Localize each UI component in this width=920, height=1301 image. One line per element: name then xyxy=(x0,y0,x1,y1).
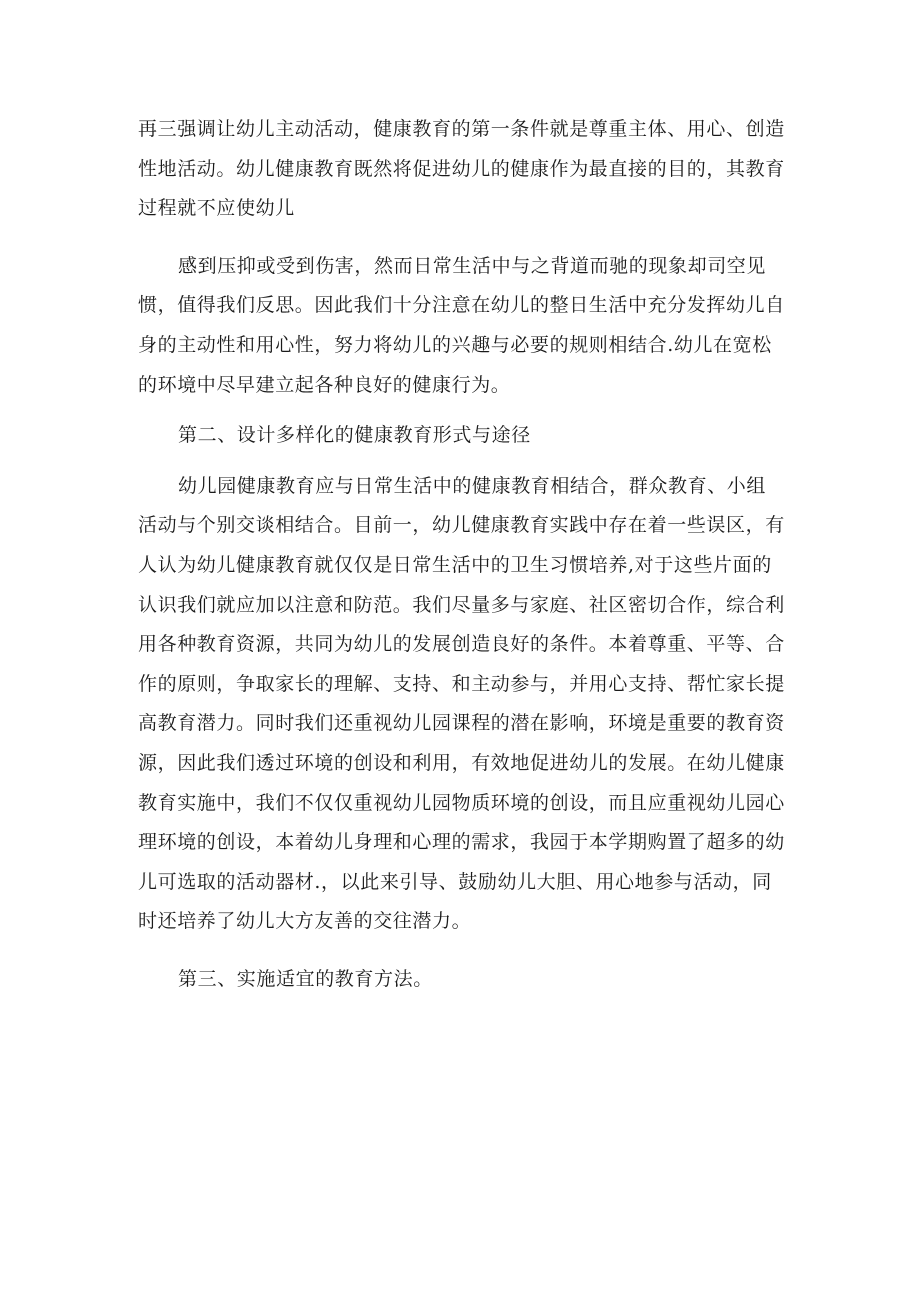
text-line: 过程就不应使幼儿 xyxy=(138,197,295,220)
text-line: 人认为幼儿健康教育就仅仅是日常生活中的卫生习惯培养,对于这些片面的 xyxy=(138,553,772,576)
paragraph-1 xyxy=(138,110,788,229)
heading-text: 第三、实施适宜的教育方法。 xyxy=(178,967,433,990)
text-line: 身的主动性和用心性，努力将幼儿的兴趣与必要的规则相结合.幼儿在宽松 xyxy=(138,333,772,356)
text-line: 幼儿园健康教育应与日常生活中的健康教育相结合，群众教育、小组 xyxy=(178,474,767,497)
text-line: 活动与个别交谈相结合。目前一，幼儿健康教育实践中存在着一些误区，有 xyxy=(138,514,785,537)
text-line: 认识我们就应加以注意和防范。我们尽量多与家庭、社区密切合作，综合利 xyxy=(138,593,785,616)
text-line: 源，因此我们透过环境的创设和利用，有效地促进幼儿的发展。在幼儿健康 xyxy=(138,751,785,774)
text-line: 时还培养了幼儿大方友善的交往潜力。 xyxy=(138,910,472,933)
heading-text: 第二、设计多样化的健康教育形式与途径 xyxy=(178,424,531,447)
text-line: 惯，值得我们反思。因此我们十分注意在幼儿的整日生活中充分发挥幼儿自 xyxy=(138,294,785,317)
text-line: 再三强调让幼儿主动活动，健康教育的第一条件就是尊重主体、用心、创造 xyxy=(138,118,785,140)
paragraph-3 xyxy=(138,467,788,942)
text-line: 性地活动。幼儿健康教育既然将促进幼儿的健康作为最直接的目的，其教育 xyxy=(138,157,785,180)
text-line: 高教育潜力。同时我们还重视幼儿园课程的潜在影响，环境是重要的教育资 xyxy=(138,712,785,735)
section-heading-3 xyxy=(138,960,788,1000)
text-line: 用各种教育资源，共同为幼儿的发展创造良好的条件。本着尊重、平等、合 xyxy=(138,633,785,656)
text-line: 感到压抑或受到伤害，然而日常生活中与之背道而驰的现象却司空见 xyxy=(178,254,767,277)
text-line: 理环境的创设，本着幼儿身理和心理的需求，我园于本学期购置了超多的幼 xyxy=(138,831,785,854)
text-line: 的环境中尽早建立起各种良好的健康行为。 xyxy=(138,373,511,396)
section-heading-2 xyxy=(138,416,788,456)
text-line: 儿可选取的活动器材.，以此来引导、鼓励幼儿大胆、用心地参与活动，同 xyxy=(138,870,772,893)
paragraph-2 xyxy=(138,247,788,405)
text-line: 作的原则，争取家长的理解、支持、和主动参与，并用心支持、帮忙家长提 xyxy=(138,672,785,695)
document-page xyxy=(138,110,788,999)
text-line: 教育实施中，我们不仅仅重视幼儿园物质环境的创设，而且应重视幼儿园心 xyxy=(138,791,785,814)
